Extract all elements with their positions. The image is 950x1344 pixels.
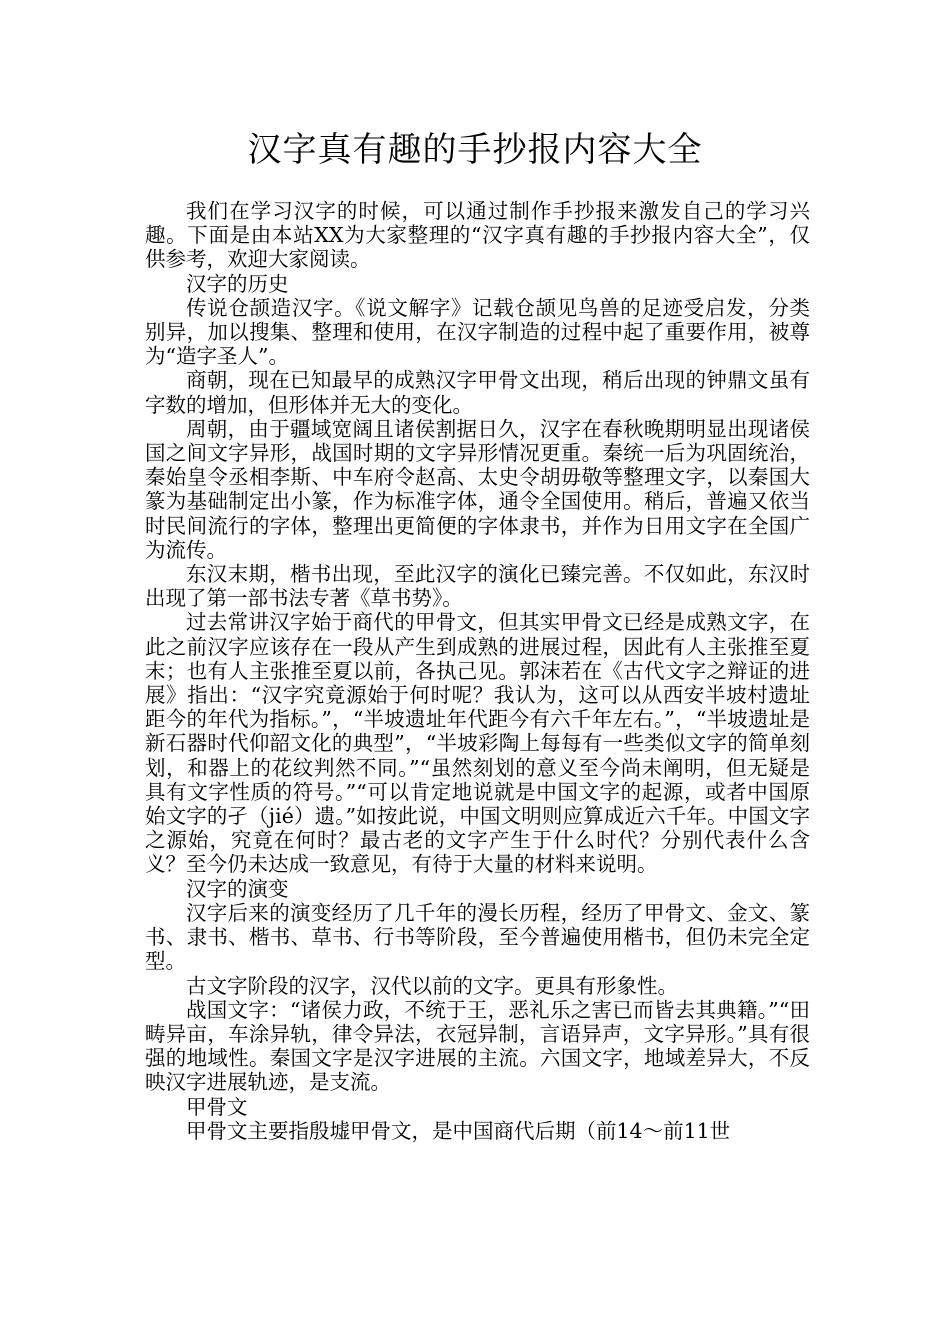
- document-title: 汉字真有趣的手抄报内容大全: [247, 130, 703, 170]
- body-paragraph: 战国文字：“诸侯力政，不统于王，恶礼乐之害已而皆去其典籍。”“田畴异亩，车涂异轨，律令异法，衣冠异制，言语异声，文字异形。”具有很强的地域性。秦国文字是汉字进展的主流。六国文字，地域差异大，不反映汉字进展轨迹，是支流。: [145, 997, 810, 1095]
- body-paragraph: 东汉末期，楷书出现，至此汉字的演化已臻完善。不仅如此，东汉时出现了第一部书法专著《草书势》。: [145, 562, 810, 611]
- section-heading: 甲骨文: [186, 1094, 248, 1119]
- body-paragraph: 周朝，由于疆域宽阔且诸侯割据日久，汉字在春秋晚期明显出现诸侯国之间文字异形，战国时期的文字异形情况更重。秦统一后为巩固统治，秦始皇令丞相李斯、中车府令赵高、太史令胡毋敬等整理文字，以秦国大篆为基础制定出小篆，作为标准字体，通令全国使用。稍后，普遍又依当时民间流行的字体，整理出更简便的字体隶书，并作为日用文字在全国广为流传。: [145, 416, 810, 562]
- document-body: [145, 199, 810, 1143]
- body-paragraph: 我们在学习汉字的时候，可以通过制作手抄报来激发自己的学习兴趣。下面是由本站XX为大家整理的“汉字真有趣的手抄报内容大全”，仅供参考，欢迎大家阅读。: [145, 199, 810, 272]
- body-paragraph: 甲骨文主要指殷墟甲骨文，是中国商代后期（前14～前11世: [186, 1118, 731, 1143]
- body-paragraph: 商朝，现在已知最早的成熟汉字甲骨文出现，稍后出现的钟鼎文虽有字数的增加，但形体并无大的变化。: [145, 368, 810, 417]
- body-paragraph: 汉字后来的演变经历了几千年的漫长历程，经历了甲骨文、金文、篆书、隶书、楷书、草书、行书等阶段，至今普遍使用楷书，但仍未完全定型。: [145, 900, 810, 974]
- body-paragraph: 古文字阶段的汉字，汉代以前的文字。更具有形象性。: [186, 973, 678, 998]
- body-paragraph: 传说仓颉造汉字。《说文解字》记载仓颉见鸟兽的足迹受启发，分类别异，加以搜集、整理和使用，在汉字制造的过程中起了重要作用，被尊为“造字圣人”。: [145, 295, 810, 369]
- section-heading: 汉字的演变: [186, 876, 289, 901]
- body-paragraph: 过去常讲汉字始于商代的甲骨文，但其实甲骨文已经是成熟文字，在此之前汉字应该存在一段从产生到成熟的进展过程，因此有人主张推至夏末；也有人主张推至夏以前，各执己见。郭沫若在《古代文字之辩证的进展》指出：“汉字究竟源始于何时呢？我认为，这可以从西安半坡村遗址距今的年代为指标。”，“半坡遗址年代距今有六千年左右。”，“半坡遗址是新石器时代仰韶文化的典型”，“半坡彩陶上每每有一些类似文字的简单刻划，和器上的花纹判然不同。”“虽然刻划的意义至今尚未阐明，但无疑是具有文字性质的符号。”“可以肯定地说就是中国文字的起源，或者中国原始文字的孑（jié）遗。”如按此说，中国文明则应算成近六千年。中国文字之源始，究竟在何时？最古老的文字产生于什么时代？分别代表什么含义？至今仍未达成一致意见，有待于大量的材料来说明。: [145, 610, 810, 877]
- section-heading: 汉字的历史: [186, 271, 289, 296]
